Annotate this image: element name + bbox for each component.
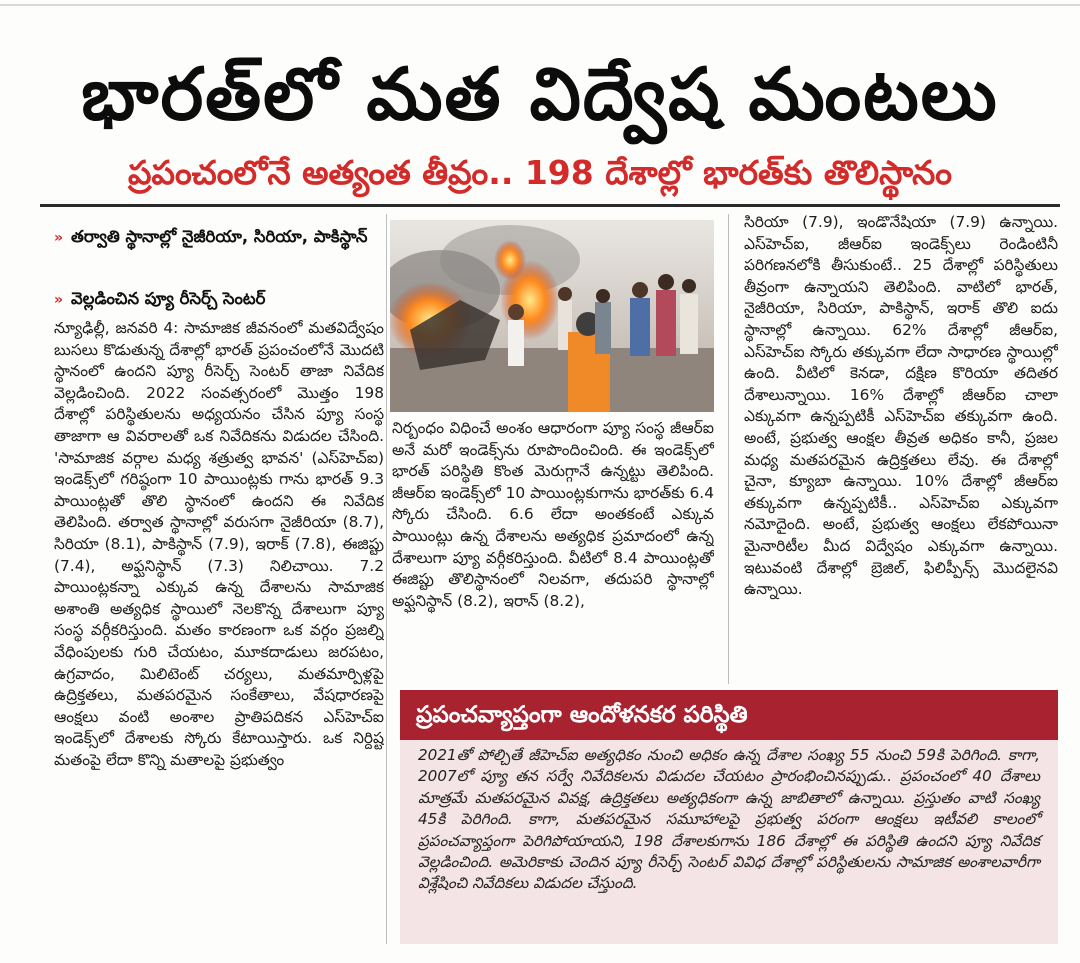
sidebar-box-text: 2021తో పోల్చితే జీహెచ్ఐ అత్యధికం నుంచి అధికం ఉన్న దేశాల సంఖ్య 55 నుంచి 59కి పెరిగింది. కాగా, 2007లో ప్యూ తన సర్వే నివేదికలను విడుదల చేయటం ప్రారంభించినప్పుడు.. ప్రపంచంలో 40 దేశాలు మాత్రమే మతపరమైన వివక్ష, ఉద్రిక్తతలు అత్యధికంగా ఉన్న జాబితాలో ఉన్నాయి. ప్రస్తుతం వాటి సంఖ్య 45కి పెరిగింది. కాగా, మతపరమైన సమూహాలపై ప్రభుత్వ పరంగా ఆంక్షలు ఇటీవలి కాలంలో ప్రపంచవ్యాప్తంగా పెరిగిపోయాయని, 198 దేశాలకుగాను 186 దేశాల్లో ఈ పరిస్థితి ఉందని ప్యూ నివేదిక వెల్లడించింది. అమెరికాకు చెందిన ప్యూ రీసెర్చ్ సెంటర్ వివిధ దేశాల్లో పరిస్థితులను సామాజిక అంశాలవారీగా విశ్లేషించి నివేదికలు విడుదల చేస్తుంది. <box>418 746 1040 893</box>
column-divider <box>386 214 387 944</box>
bullet-item <box>54 224 384 251</box>
article-column-1 <box>54 318 384 950</box>
bullet-arrow-icon: » <box>54 230 64 246</box>
sidebar-box-header <box>400 690 1058 740</box>
news-photo <box>390 220 714 412</box>
riot-photo-image <box>390 220 714 412</box>
bullet-text: తర్వాతి స్థానాల్లో నైజీరియా, సిరియా, పాకిస్థాన్ <box>71 227 368 246</box>
column-2-text: నిర్బంధం విధించే అంశం ఆధారంగా ప్యూ సంస్థ జీఆర్‌ఐ అనే మరో ఇండెక్స్‌ను రూపొందించింది. ఈ ఇండెక్స్‌లో భారత్ పరిస్థితి కొంత మెరుగ్గానే ఉన్నట్టు తెలిపింది. జీఆర్‌ఐ ఇండెక్స్‌లో 10 పాయింట్లకుగాను భారత్‌కు 6.4 స్కోరు చేసింది. 6.6 లేదా అంతకంటే ఎక్కువ పాయింట్లు ఉన్న దేశాలను అత్యధిక ప్రమాదంలో ఉన్న దేశాలుగా ప్యూ వర్గీకరిస్తుంది. వీటిలో 8.4 పాయింట్లతో ఈజిప్టు తొలిస్థానంలో నిలవగా, తదుపరి స్థానాల్లో అఫ్ఘనిస్థాన్ (8.2), ఇరాన్ (8.2), <box>392 419 714 610</box>
headline: భారత్‌లో మత విద్వేష మంటలు <box>81 52 999 136</box>
header-rule <box>40 204 1060 207</box>
article-column-3 <box>744 212 1058 686</box>
bullet-item <box>54 286 384 313</box>
bullet-arrow-icon: » <box>54 292 64 308</box>
top-border <box>0 4 1080 6</box>
column-1-text: న్యూఢిల్లీ, జనవరి 4: సామాజిక జీవనంలో మతవిద్వేషం బుసలు కొడుతున్న దేశాల్లో భారత్ ప్రపంచంలోనే మొదటి స్థానంలో ఉందని ప్యూ రీసెర్చ్ సెంటర్ తాజా నివేదిక వెల్లడించింది. 2022 సంవత్సరంలో మొత్తం 198 దేశాల్లో పరిస్థితులను అధ్యయనం చేసిన ప్యూ సంస్థ తాజాగా ఆ వివరాలతో ఒక నివేదికను విడుదల చేసింది. 'సామాజిక వర్గాల మధ్య శత్రుత్వ భావన' (ఎస్‌హెచ్‌ఐ) ఇండెక్స్‌లో గరిష్ఠంగా 10 పాయింట్లకు గాను భారత్ 9.3 పాయింట్లతో తొలి స్థానంలో ఉందని ఈ నివేదిక తెలిపింది. తర్వాత స్థానాల్లో వరుసగా నైజీరియా (8.7), సిరియా (8.1), పాకిస్థాన్ (7.9), ఇరాక్ (7.8), ఈజిప్టు (7.4), అఫ్ఘనిస్థాన్ (7.3) నిలిచాయి. 7.2 పాయింట్లకన్నా ఎక్కువ ఉన్న దేశాలను సామాజిక అశాంతి అత్యధిక స్థాయిలో నెలకొన్న దేశాలుగా ప్యూ సంస్థ వర్గీకరిస్తుంది. మతం కారణంగా ఒక వర్గం ప్రజల్ని వేధింపులకు గురి చేయటం, మూకదాడులు జరపటం, ఉగ్రవాదం, మిలిటెంట్ చర్యలు, మతమార్పిళ్లపై ఉద్రిక్తతలు, మతపరమైన సంకేతాలు, వేషధారణపై ఆంక్షలు వంటి అంశాల ప్రాతిపదికన ఎస్‌హెచ్‌ఐ ఇండెక్స్‌లో దేశాలకు స్కోరు కేటాయిస్తారు. ఒక నిర్దిష్ట మతంపై లేదా కొన్ని మతాలపై ప్రభుత్వం <box>54 319 384 769</box>
sidebar-box-title: ప్రపంచవ్యాప్తంగా ఆందోళనకర పరిస్థితి <box>416 702 748 728</box>
subheadline: ప్రపంచంలోనే అత్యంత తీవ్రం.. 198 దేశాల్లో భారత్‌కు తొలిస్థానం <box>128 153 952 192</box>
article-column-2 <box>392 418 714 688</box>
column-divider <box>728 214 729 684</box>
bullet-text: వెల్లడించిన ప్యూ రీసెర్చ్ సెంటర్ <box>71 289 266 308</box>
column-3-text: సిరియా (7.9), ఇండొనేషియా (7.9) ఉన్నాయి. ఎస్‌హెచ్‌ఐ, జీఆర్‌ఐ ఇండెక్స్‌లు రెండింటినీ పరిగణనలోకి తీసుకుంటే.. 25 దేశాల్లో పరిస్థితులు తీవ్రంగా ఉన్నాయని తెలిపింది. వాటిలో భారత్, నైజీరియా, సిరియా, పాకిస్థాన్, ఇరాక్ తొలి ఐదు స్థానాల్లో ఉన్నాయి. 62% దేశాల్లో జీఆర్‌ఐ, ఎస్‌హెచ్‌ఐ స్కోరు తక్కువగా లేదా సాధారణ స్థాయిల్లో ఉంది. వీటిలో కెనడా, దక్షిణ కొరియా తదితర దేశాలున్నాయి. 16% దేశాల్లో జీఆర్‌ఐ చాలా ఎక్కువగా ఉన్నప్పటికీ ఎస్‌హెచ్‌ఐ తక్కువగా ఉంది. అంటే, ప్రభుత్వ ఆంక్షల తీవ్రత అధికం కానీ, ప్రజల మధ్య మతపరమైన ఉద్రిక్తతలు లేవు. ఈ దేశాల్లో చైనా, క్యూబా ఉన్నాయి. 10% దేశాల్లో జీఆర్‌ఐ తక్కువగా ఉన్నప్పటికీ.. ఎస్‌హెచ్‌ఐ ఎక్కువగా నమోదైంది. అంటే, ప్రభుత్వ ఆంక్షలు లేకపోయినా మైనారిటీల మీద విద్వేషం ఎక్కువగా ఉన్నాయి. ఇటువంటి దేశాల్లో బ్రెజిల్, ఫిలిప్పీన్స్ మొదలైనవి ఉన్నాయి. <box>744 213 1058 599</box>
